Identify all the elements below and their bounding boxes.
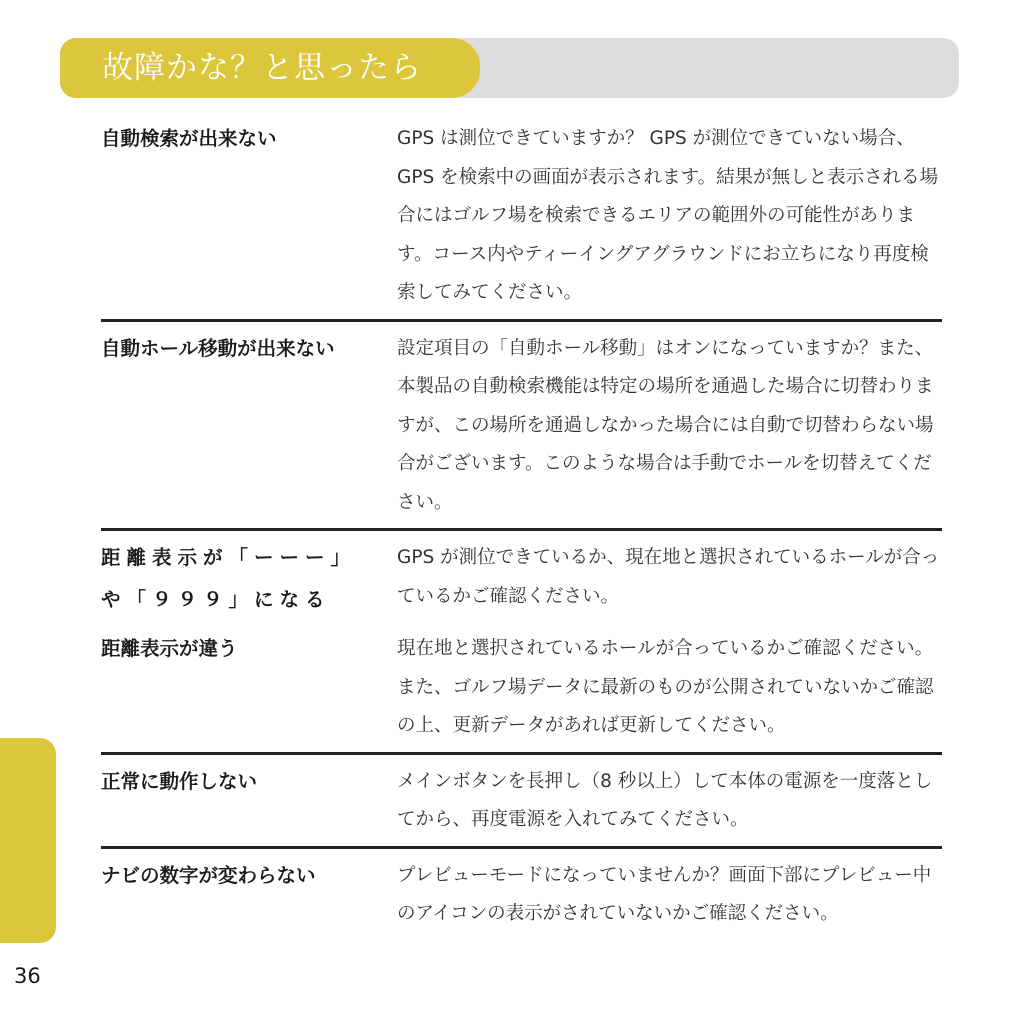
faq-answer: プレビューモードになっていませんか？画面下部にプレビュー中のアイコンの表示がされていないかご確認ください。 (397, 864, 932, 924)
faq-item (101, 755, 942, 846)
faq-question: 自動ホール移動が出来ない (101, 336, 335, 360)
faq-answer: GPS が測位できているか、現在地と選択されているホールが合っているかご確認ください。 (397, 547, 940, 607)
faq-item (101, 112, 942, 319)
page-number: 36 (14, 964, 41, 988)
faq-item (101, 622, 942, 752)
faq-question: 自動検索が出来ない (101, 127, 277, 150)
faq-list (101, 112, 942, 940)
faq-question-line: や「９９９」になる (101, 588, 331, 611)
faq-item (101, 322, 942, 529)
faq-answer: 設定項目の「自動ホール移動」はオンになっていますか？また、本製品の自動検索機能は特定の場所を通過した場合に切替わりますが、この場所を通過しなかった場合には自動で切替わらない場合がございます。このような場合は手動でホールを切替えてください。 (397, 337, 934, 513)
faq-question: ナビの数字が変わらない (101, 863, 316, 887)
faq-question-line: 距離表示が「ーーー」 (101, 546, 357, 569)
page-title: 故障かな？と思ったら (102, 50, 422, 86)
faq-question (101, 531, 397, 622)
side-tab (0, 738, 56, 943)
faq-question: 正常に動作しない (101, 769, 258, 793)
faq-item (101, 531, 942, 622)
faq-item (101, 849, 942, 940)
faq-question: 距離表示が違う (101, 637, 238, 660)
faq-answer: 現在地と選択されているホールが合っているかご確認ください。また、ゴルフ場データに最新のものが公開されていないかご確認の上、更新データがあれば更新してください。 (397, 638, 934, 736)
faq-answer: GPS は測位できていますか？ GPS が測位できていない場合、GPS を検索中の画面が表示されます。結果が無しと表示される場合にはゴルフ場を検索できるエリアの範囲外の可能性があります。コース内やティーイングアグラウンドにお立ちになり再度検索してみてください。 (397, 128, 939, 303)
faq-answer: メインボタンを長押し（8 秒以上）して本体の電源を一度落としてから、再度電源を入れてみてください。 (397, 770, 933, 830)
